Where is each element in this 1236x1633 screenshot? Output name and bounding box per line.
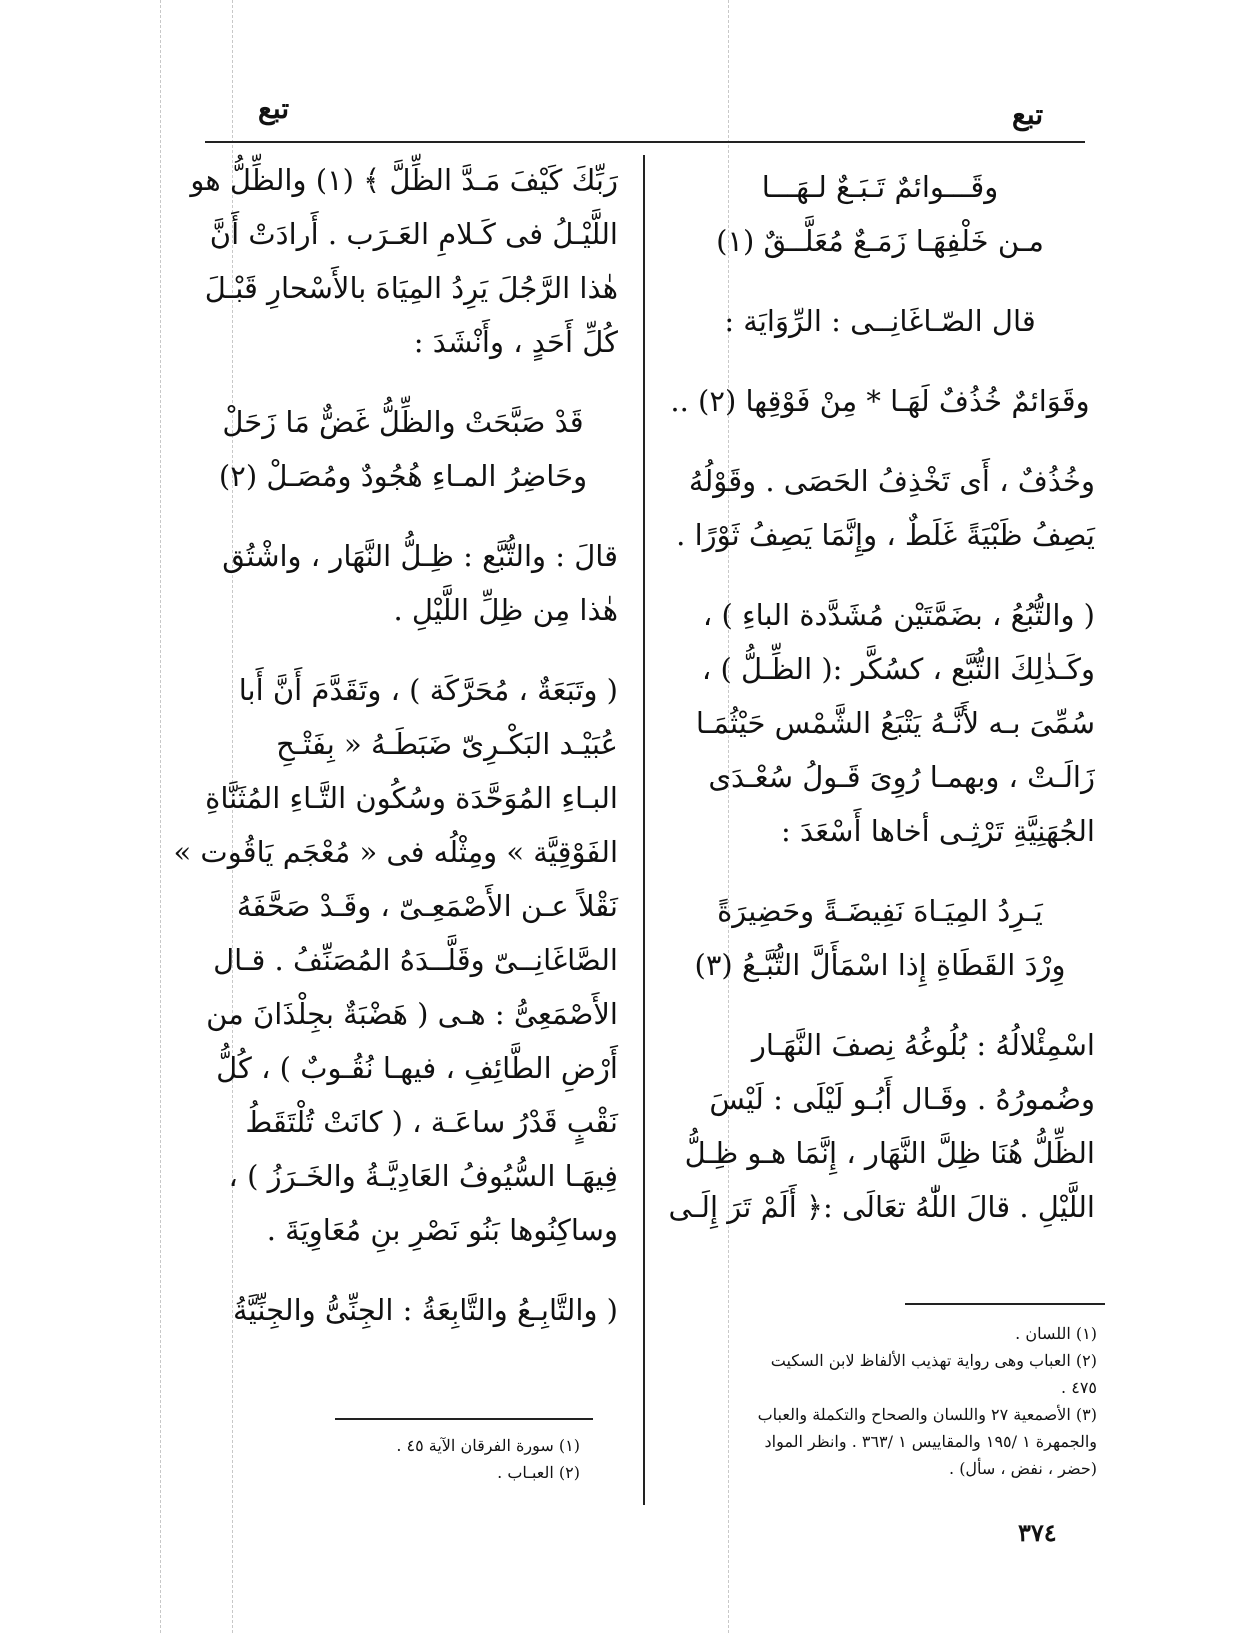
footnote-rule-left [335, 1418, 593, 1420]
left-column [173, 153, 618, 1337]
text-line: أَرْضِ الطَّائِفِ ، فيهـا نُقُـوبٌ ) ، كُلُّ [216, 1051, 618, 1085]
text-line: وخُذُفٌ ، أَى تَخْذِفُ الحَصَى . وقَوْلُهُ [688, 464, 1095, 498]
footnotes-right [665, 1320, 1097, 1482]
footnote: (١) اللسان . [1015, 1324, 1097, 1343]
text-line: نَقْلاً عـن الأَصْمَعِـىّ ، وقَـدْ صَحَّفَهُ [236, 889, 618, 923]
text-line: الجُهَنِيَّةِ تَرْثِـى أخاها أَسْعَدَ : [780, 814, 1095, 848]
paragraph-gap [665, 562, 1095, 588]
footnote: (٣) الأصمعية ٢٧ واللسان والصحاح والتكملة والعباب [757, 1405, 1097, 1424]
footnote: ٤٧٥ . [1061, 1378, 1097, 1397]
text-line: فِيهَـا السُّيُوفُ العَادِيَّـةُ والخَـرَزُ ) ، [228, 1159, 618, 1193]
text-line: وكَـذٰلِكَ التُّبَّع ، كسُكَّر :( الظِّـلُّ ) ، [701, 652, 1095, 686]
text-line: اللَّيْلِ . قالَ اللّٰهُ تعَالَى :﴿ أَلَمْ تَرَ إِلَـى [668, 1190, 1095, 1224]
text-line: سُمِّىَ بـه لأَنَّـهُ يَتْبَعُ الشَّمْس حَيْثُمَـا [695, 706, 1095, 740]
text-line: الظِّلُّ هُنَا ظِلَّ النَّهَار ، إِنَّمَا هـو ظِـلُّ [684, 1136, 1095, 1170]
paragraph-gap [188, 503, 618, 529]
text-line: هٰذا مِن ظِلِّ اللَّيْلِ . [393, 593, 618, 627]
text-line: البـاءِ المُوَحَّدَة وسُكُون التَّـاءِ المُثَنَّاةِ [205, 781, 618, 815]
text-line: كُلِّ أَحَدٍ ، وأَنْشَدَ : [413, 325, 618, 359]
paragraph-gap [665, 858, 1095, 884]
text-line: الفَوْقِيَّة » ومِثْلُه فى « مُعْجَم يَاقُوت » [173, 835, 618, 869]
text-line: قال الصّـاغَانِــى : الرِّوَايَة : [724, 304, 1036, 338]
footnote: (٢) العبـاب . [497, 1463, 580, 1482]
paragraph-gap [665, 268, 1095, 294]
verse-line: يَـرِدُ المِيَـاهَ نَفِيضَـةً وحَضِيرَةً [717, 894, 1043, 928]
text-line: الأَصْمَعِىُّ : هـى ( هَضْبَةٌ بجِلْذَانَ من [206, 997, 618, 1031]
right-column [665, 160, 1095, 1234]
paragraph-gap [188, 1257, 618, 1283]
paragraph-gap [665, 348, 1095, 374]
verse-line: وقَوَائمٌ خُذُفٌ لَهَـا * مِنْ فَوْقِها (٢) .. [670, 384, 1090, 418]
text-line: ( والتَّابِـعُ والتَّابِعَةُ : الجِنِّىُّ والجِنِّيَّةُ [233, 1293, 618, 1327]
scan-fold-line [160, 0, 161, 1633]
paragraph-gap [188, 369, 618, 395]
text-line: وساكِنُوها بَنُو نَصْرِ بنِ مُعَاوِيَةَ . [266, 1213, 618, 1247]
paragraph-gap [665, 428, 1095, 454]
text-line: يَصِفُ ظَبْيَةً غَلَطٌ ، وإِنَّمَا يَصِفُ ثَوْرًا . [676, 518, 1095, 552]
text-line: الصَّاغَانِــىّ وقَلَّــدَهُ المُصَنِّفُ . قـال [213, 943, 618, 977]
text-line: ( وتَبَعَةٌ ، مُحَرَّكَة ) ، وتَقَدَّمَ أَنَّ أَبا [238, 673, 618, 707]
verse-line: وقَـــوائمٌ تَـبَـعٌ لـهَـــا [761, 170, 999, 204]
text-line: عُبَيْـد البَكْـرِىّ ضَبَطَـهُ « بِفَتْـحِ [276, 727, 618, 761]
verse-line: وِرْدَ القَطَاةِ إِذا اسْمَأَلَّ التُّبَّـعُ (٣) [694, 948, 1066, 982]
footnote-rule-right [905, 1303, 1105, 1305]
text-line: اسْمِئْلالُهُ : بُلُوغُهُ نِصفَ النَّهَـار [751, 1028, 1095, 1062]
text-line: زَالَـتْ ، وبهمـا رُوِىَ قَـولُ سُعْـدَى [708, 760, 1095, 794]
text-line: اللَّيْـلُ فى كَـلامِ العَـرَب . أَرادَتْ أَنَّ [209, 217, 618, 251]
running-head-left: تبع [258, 92, 290, 125]
verse-line: قَدْ صَبَّحَتْ والظِّلُّ غَضٌّ مَا زَحَلْ [222, 405, 584, 439]
header-rule [205, 141, 1085, 143]
footnote: (حضر ، نفض ، سأل) . [949, 1459, 1097, 1478]
footnote: والجمهرة ١ /١٩٥ والمقاييس ١ /٣٦٣ . وانظر المواد [764, 1432, 1097, 1451]
text-line: رَبِّكَ كَيْفَ مَـدَّ الظِّلَّ ﴾ (١) والظِّلُّ هو [190, 163, 618, 197]
page-number: ٣٧٤ [1018, 1518, 1057, 1547]
text-line: نَقْبٍ قَدْرُ ساعَـة ، ( كانَتْ تُلْتَقَطُ [245, 1105, 618, 1139]
footnote: (١) سورة الفرقان الآية ٤٥ . [396, 1436, 580, 1455]
paragraph-gap [665, 992, 1095, 1018]
text-line: قالَ : والتُّبَّع : ظِـلُّ النَّهَار ، واشْتُق [222, 539, 618, 573]
running-head-right: تبع [1012, 98, 1044, 131]
footnote: (٢) العباب وهى رواية تهذيب الألفاظ لابن السكيت [770, 1351, 1097, 1370]
paragraph-gap [188, 637, 618, 663]
text-line: وضُمورُهُ . وقَـال أَبُـو لَيْلَى : لَيْسَ [709, 1082, 1095, 1116]
text-line: هٰذا الرَّجُلَ يَرِدُ المِيَاهَ بالأَسْحارِ قَبْـلَ [204, 271, 618, 305]
column-divider [643, 155, 645, 1505]
footnotes-left [188, 1432, 580, 1486]
verse-line: مـن خَلْفِهَـا زَمَـعٌ مُعَلَّــقٌ (١) [716, 224, 1044, 258]
verse-line: وحَاضِرُ المـاءِ هُجُودٌ ومُصَـلْ (٢) [218, 459, 588, 493]
text-line: ( والتُّبُعُ ، بضَمَّتَيْن مُشَدَّدة الباءِ ) ، [702, 598, 1095, 632]
